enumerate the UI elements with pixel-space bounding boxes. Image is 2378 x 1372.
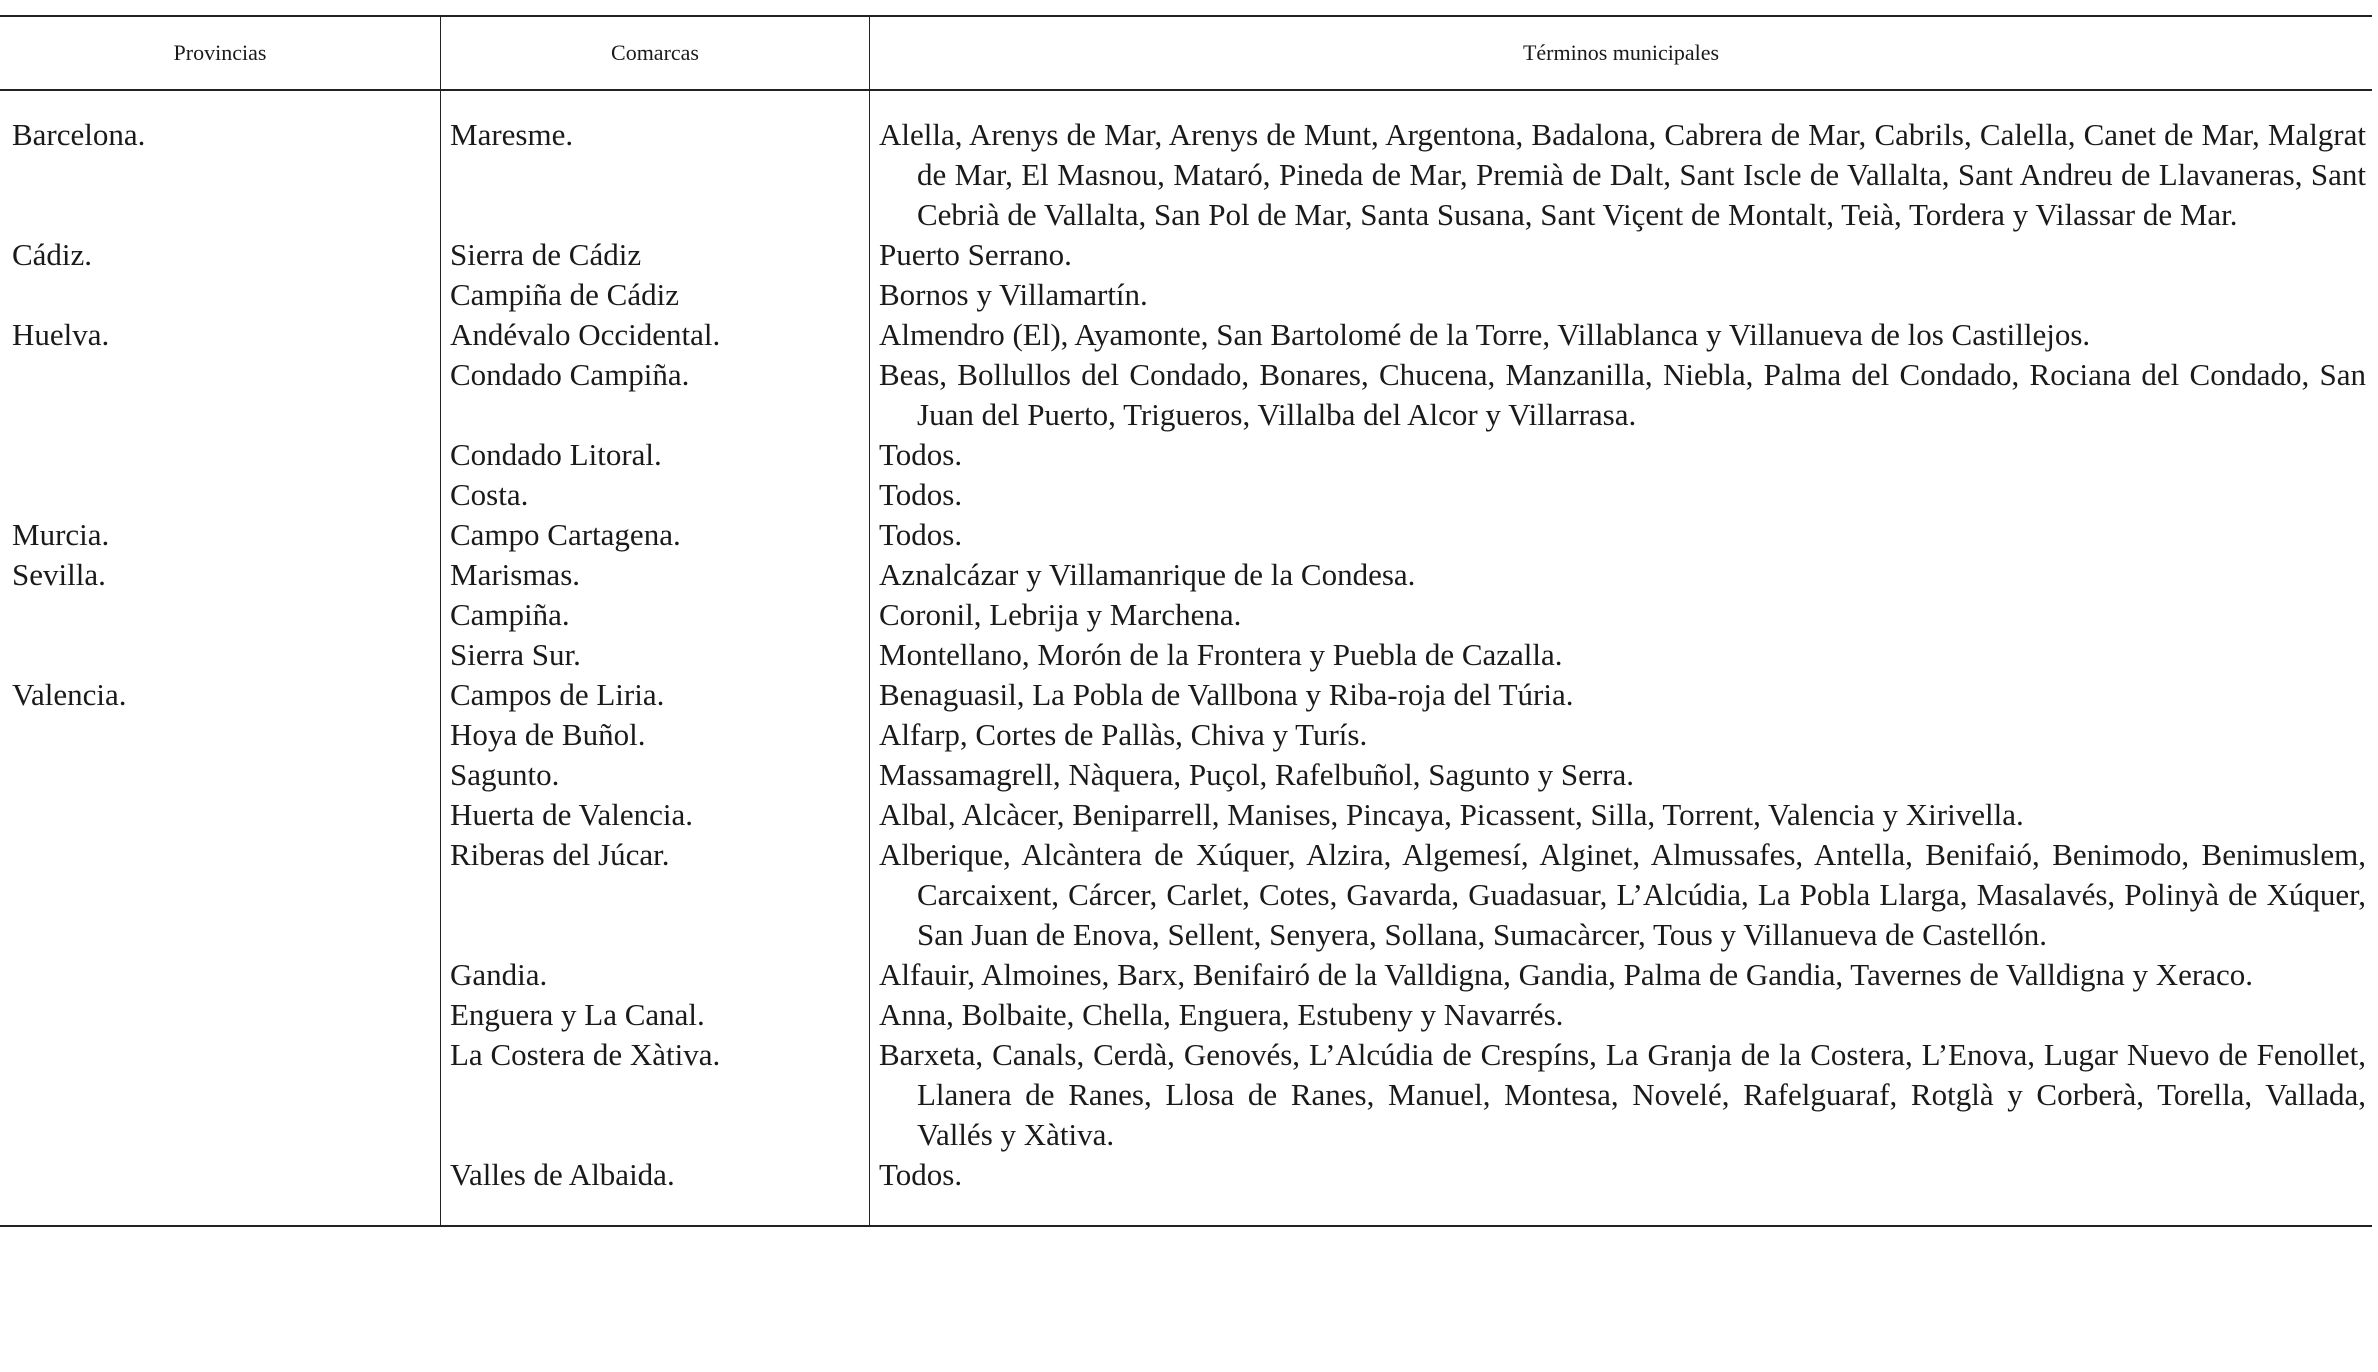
provincia-cell	[0, 1155, 440, 1195]
comarca-cell: Huerta de Valencia.	[450, 797, 694, 832]
table-row	[0, 235, 2372, 275]
provincia-cell	[0, 835, 440, 955]
comarca-cell: Costa.	[450, 477, 529, 512]
table-row	[0, 355, 2372, 435]
provincia-cell: Cádiz.	[12, 237, 93, 272]
comarca-cell: Andévalo Occidental.	[450, 317, 721, 352]
provincia-cell	[0, 955, 440, 995]
header-provincias: Provincias	[173, 40, 267, 65]
header-comarcas: Comarcas	[440, 17, 869, 89]
provincia-cell	[0, 715, 440, 755]
table-row	[0, 635, 2372, 675]
table-row	[0, 795, 2372, 835]
terminos-cell: Puerto Serrano.	[879, 237, 1072, 272]
comarca-cell: Maresme.	[450, 117, 574, 152]
provincia-cell	[0, 1035, 440, 1155]
header-terminos: Términos municipales	[869, 17, 2372, 89]
comarca-cell: Campo Cartagena.	[450, 517, 681, 552]
municipalities-table	[0, 15, 2372, 1227]
terminos-cell: Todos.	[879, 517, 963, 552]
provincia-cell: Valencia.	[12, 677, 127, 712]
comarca-cell: Hoya de Buñol.	[450, 717, 646, 752]
provincia-cell	[0, 635, 440, 675]
comarca-cell: Sagunto.	[450, 757, 560, 792]
terminos-cell: Aznalcázar y Villamanrique de la Condesa.	[879, 557, 1416, 592]
table-row	[0, 515, 2372, 555]
terminos-cell: Coronil, Lebrija y Marchena.	[879, 597, 1242, 632]
comarca-cell: Campos de Liria.	[450, 677, 665, 712]
table-row	[0, 955, 2372, 995]
table-row	[0, 675, 2372, 715]
provincia-cell	[0, 995, 440, 1035]
terminos-cell: Montellano, Morón de la Frontera y Puebla de Cazalla.	[879, 637, 1563, 672]
comarca-cell: Condado Litoral.	[450, 437, 662, 472]
terminos-cell: Todos.	[879, 477, 963, 512]
comarca-cell: Enguera y La Canal.	[450, 997, 705, 1032]
comarca-cell: Gandia.	[450, 957, 548, 992]
terminos-cell: Barxeta, Canals, Cerdà, Genovés, L’Alcúdia de Crespíns, La Granja de la Costera, L’Enova, Lugar Nuevo de Fenollet, Llanera de Ranes, Llosa de Ranes, Manuel, Montesa, Novelé, Rafelguaraf, Rotglà y Corberà, Torella, Vallada, Vallés y Xàtiva.	[879, 1037, 2366, 1152]
terminos-cell: Benaguasil, La Pobla de Vallbona y Riba-roja del Túria.	[879, 677, 1574, 712]
provincia-cell: Murcia.	[12, 517, 110, 552]
terminos-cell: Alfarp, Cortes de Pallàs, Chiva y Turís.	[879, 717, 1368, 752]
terminos-cell: Massamagrell, Nàquera, Puçol, Rafelbuñol, Sagunto y Serra.	[879, 757, 1635, 792]
table-row	[0, 475, 2372, 515]
terminos-cell: Alberique, Alcàntera de Xúquer, Alzira, Algemesí, Alginet, Almussafes, Antella, Benifaió, Benimodo, Benimuslem, Carcaixent, Cárcer, Carlet, Cotes, Gavarda, Guadasuar, L’Alcúdia, La Pobla Llarga, Masalavés, Polinyà de Xúquer, San Juan de Enova, Sellent, Senyera, Sollana, Sumacàrcer, Tous y Villanueva de Castellón.	[879, 837, 2366, 952]
table-row	[0, 715, 2372, 755]
table-row	[0, 315, 2372, 355]
table-row	[0, 755, 2372, 795]
provincia-cell	[0, 355, 440, 435]
provincia-cell	[0, 275, 440, 315]
provincia-cell	[0, 795, 440, 835]
terminos-cell: Albal, Alcàcer, Beniparrell, Manises, Pincaya, Picassent, Silla, Torrent, Valencia y Xirivella.	[879, 797, 2024, 832]
terminos-cell: Alfauir, Almoines, Barx, Benifairó de la Valldigna, Gandia, Palma de Gandia, Tavernes de Valldigna y Xeraco.	[879, 957, 2253, 992]
table-row	[0, 435, 2372, 475]
table-body	[0, 91, 2372, 1225]
table-row	[0, 995, 2372, 1035]
terminos-cell: Almendro (El), Ayamonte, San Bartolomé de la Torre, Villablanca y Villanueva de los Castillejos.	[879, 317, 2091, 352]
terminos-cell: Todos.	[879, 437, 963, 472]
terminos-cell: Bornos y Villamartín.	[879, 277, 1148, 312]
comarca-cell: Campiña.	[450, 597, 570, 632]
terminos-cell: Anna, Bolbaite, Chella, Enguera, Estubeny y Navarrés.	[879, 997, 1564, 1032]
table-row	[0, 595, 2372, 635]
table-row	[0, 555, 2372, 595]
table-row	[0, 1035, 2372, 1155]
comarca-cell: Riberas del Júcar.	[450, 837, 670, 872]
provincia-cell: Barcelona.	[12, 117, 146, 152]
comarca-cell: Valles de Albaida.	[450, 1157, 675, 1192]
provincia-cell	[0, 595, 440, 635]
table-row	[0, 1155, 2372, 1195]
comarca-cell: Sierra de Cádiz	[450, 237, 642, 272]
table-row	[0, 115, 2372, 235]
comarca-cell: Condado Campiña.	[450, 357, 690, 392]
comarca-cell: La Costera de Xàtiva.	[450, 1037, 721, 1072]
terminos-cell: Alella, Arenys de Mar, Arenys de Munt, Argentona, Badalona, Cabrera de Mar, Cabrils, Calella, Canet de Mar, Malgrat de Mar, El Masnou, Mataró, Pineda de Mar, Premià de Dalt, Sant Iscle de Vallalta, Sant Andreu de Llavaneras, Sant Cebrià de Vallalta, San Pol de Mar, Santa Susana, Sant Viçent de Montalt, Teià, Tordera y Vilassar de Mar.	[879, 117, 2366, 232]
comarca-cell: Marismas.	[450, 557, 581, 592]
provincia-cell	[0, 435, 440, 475]
table-row	[0, 835, 2372, 955]
provincia-cell	[0, 755, 440, 795]
provincia-cell: Sevilla.	[12, 557, 106, 592]
terminos-cell: Todos.	[879, 1157, 963, 1192]
table-row	[0, 275, 2372, 315]
terminos-cell: Beas, Bollullos del Condado, Bonares, Chucena, Manzanilla, Niebla, Palma del Condado, Rociana del Condado, San Juan del Puerto, Trigueros, Villalba del Alcor y Villarrasa.	[879, 357, 2366, 432]
comarca-cell: Sierra Sur.	[450, 637, 581, 672]
provincia-cell	[0, 475, 440, 515]
table-header	[0, 17, 2372, 91]
provincia-cell: Huelva.	[12, 317, 110, 352]
comarca-cell: Campiña de Cádiz	[450, 277, 679, 312]
